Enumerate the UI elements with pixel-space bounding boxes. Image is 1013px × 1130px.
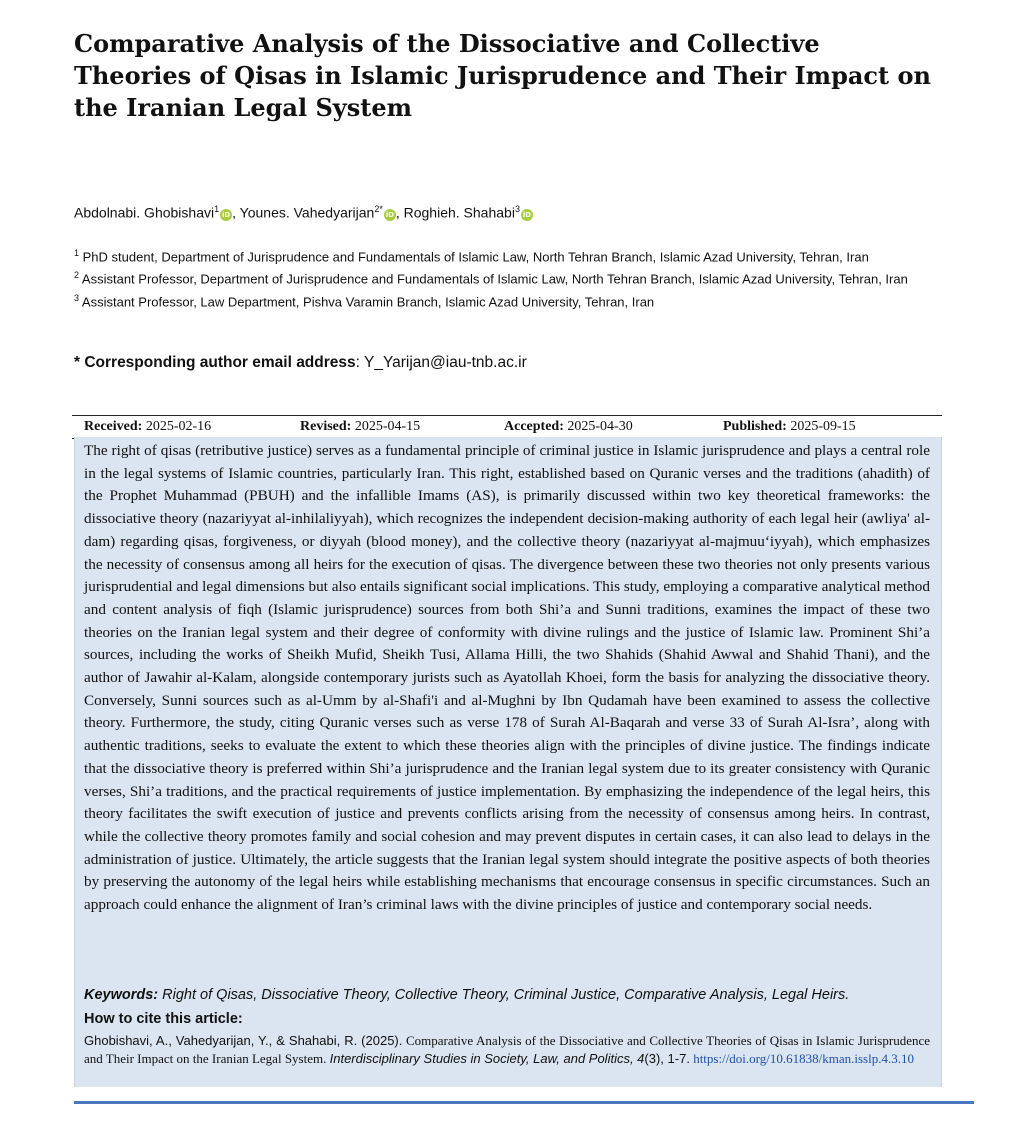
received-date <box>84 417 211 437</box>
publication-dates <box>72 415 942 439</box>
published-label: Published: <box>723 419 787 434</box>
received-label: Received: <box>84 419 143 434</box>
affiliation-item <box>74 244 942 266</box>
corresponding-label: * Corresponding author email address <box>74 354 356 371</box>
author-affiliation-mark: 1 <box>214 204 220 214</box>
author-separator: , <box>232 204 240 221</box>
accepted-value: 2025-04-30 <box>567 419 633 434</box>
corresponding-author <box>74 354 942 372</box>
affiliation-number: 2 <box>74 270 80 281</box>
corresponding-email[interactable]: : Y_Yarijan@iau-tnb.ac.ir <box>355 354 527 371</box>
cite-heading: How to cite this article: <box>84 1011 243 1027</box>
author-affiliation-mark: 2* <box>374 204 383 214</box>
citation-journal: Interdisciplinary Studies in Society, Law, and Politics, 4 <box>329 1051 645 1066</box>
citation-issue-pages: (3), 1-7. <box>644 1051 690 1066</box>
revised-date <box>300 417 420 437</box>
affiliation-text: Assistant Professor, Department of Jurisprudence and Fundamentals of Islamic Law, North Tehran Branch, Islamic Azad University, Tehran, Iran <box>81 271 908 287</box>
affiliation-number: 3 <box>74 292 80 303</box>
affiliation-item <box>74 289 942 311</box>
citation <box>84 1032 930 1068</box>
orcid-icon[interactable]: iD <box>222 210 231 219</box>
accepted-label: Accepted: <box>504 419 564 434</box>
orcid-icon[interactable]: iD <box>522 210 532 219</box>
keywords-label: Keywords: <box>84 987 159 1003</box>
bottom-divider <box>74 1101 974 1104</box>
affiliation-item <box>74 266 942 288</box>
revised-label: Revised: <box>300 419 352 434</box>
received-value: 2025-02-16 <box>145 419 212 434</box>
author-name: Abdolnabi. Ghobishavi <box>74 204 215 221</box>
affiliation-number: 1 <box>74 248 80 258</box>
revised-value: 2025-04-15 <box>354 419 421 434</box>
author-name: Younes. Vahedyarijan <box>239 204 375 221</box>
published-value: 2025-09-15 <box>790 419 856 434</box>
keywords <box>84 984 930 1006</box>
author-separator: , <box>395 204 404 221</box>
affiliation-text: PhD student, Department of Jurisprudence and Fundamentals of Islamic Law, North Tehran Branch, Islamic Azad University, Tehran, Iran <box>82 249 869 265</box>
author-name: Roghieh. Shahabi <box>403 204 515 221</box>
citation-title: Comparative Analysis of the Dissociative and Collective Theories of Qisas in Islamic Jurisprudence and Their Impact on the Iranian Legal System. <box>84 1033 931 1066</box>
citation-doi-link[interactable]: https://doi.org/10.61838/kman.isslp.4.3.10 <box>693 1051 914 1066</box>
accepted-date <box>504 417 633 437</box>
author-affiliation-mark: 3 <box>514 204 520 214</box>
keywords-list: Right of Qisas, Dissociative Theory, Collective Theory, Criminal Justice, Comparative Analysis, Legal Heirs. <box>158 987 850 1003</box>
affiliation-list <box>74 244 942 311</box>
abstract-text: The right of qisas (retributive justice) serves as a fundamental principle of criminal justice in Islamic jurisprudence and plays a central role in the legal systems of Islamic countries, particularly Iran. This right, established based on Quranic verses and the traditions (ahadith) of the Prophet Muhammad (PBUH) and the infallible Imams (AS), is primarily discussed within two key theoretical frameworks: the dissociative theory (nazariyyat al-inhilaliyyah), which recognizes the independent decision-making authority of each legal heir (awliya' al-dam) regarding qisas, forgiveness, or diyyah (blood money), and the collective theory (nazariyyat al-majmuu‘iyyah), which emphasizes the necessity of consensus among all heirs for the execution of qisas. The divergence between these two theories not only presents various jurisprudential and legal dimensions but also entails significant social implications. This study, employing a comparative analytical method and content analysis of fiqh (Islamic jurisprudence) sources from both Shi’a and Sunni traditions, examines the impact of these two theories on the Iranian legal system and their degree of conformity with divine rulings and the justice of Islamic law. Prominent Shi’a sources, including the works of Sheikh Mufid, Sheikh Tusi, Allama Hilli, the two Shahids (Shahid Awwal and Shahid Thani), and the author of Jawahir al-Kalam, alongside contemporary jurists such as Ayatollah Khoei, form the basis for analyzing the dissociative theory. Conversely, Sunni sources such as al-Umm by al-Shafi'i and al-Mughni by Ibn Qudamah have been examined to assess the collective theory. Furthermore, the study, citing Quranic verses such as verse 178 of Surah Al-Baqarah and verse 33 of Surah Al-Isra’, along with authentic traditions, seeks to evaluate the extent to which these theories align with the principles of divine justice. The findings indicate that the dissociative theory is preferred within Shi’a jurisprudence and the Iranian legal system due to its greater consistency with Quranic verses, Shi’a traditions, and the practical requirements of justice implementation. By emphasizing the independence of the legal heirs, this theory facilitates the swift execution of justice and prevents conflicts arising from the necessity of consensus among heirs. In contrast, while the collective theory promotes family and social cohesion and may prevent disputes in certain cases, it can also lead to delays in the administration of justice. Ultimately, the article suggests that the Iranian legal system should integrate the positive aspects of both theories by preserving the autonomy of the legal heirs while establishing mechanisms that encourage consensus in specific circumstances. Such an approach could enhance the alignment of Iran’s criminal laws with the divine principles of justice and contemporary social needs. <box>84 442 930 914</box>
citation-authors: Ghobishavi, A., Vahedyarijan, Y., & Shahabi, R. (2025). <box>84 1033 403 1048</box>
published-date <box>723 417 856 437</box>
author-list <box>74 204 944 221</box>
affiliation-text: Assistant Professor, Law Department, Pishva Varamin Branch, Islamic Azad University, Tehran, Iran <box>81 293 655 309</box>
paper-title: Comparative Analysis of the Dissociative and Collective Theories of Qisas in Islamic Jurisprudence and Their Impact on the Iranian Legal System <box>74 29 931 122</box>
orcid-icon[interactable]: iD <box>385 210 394 219</box>
